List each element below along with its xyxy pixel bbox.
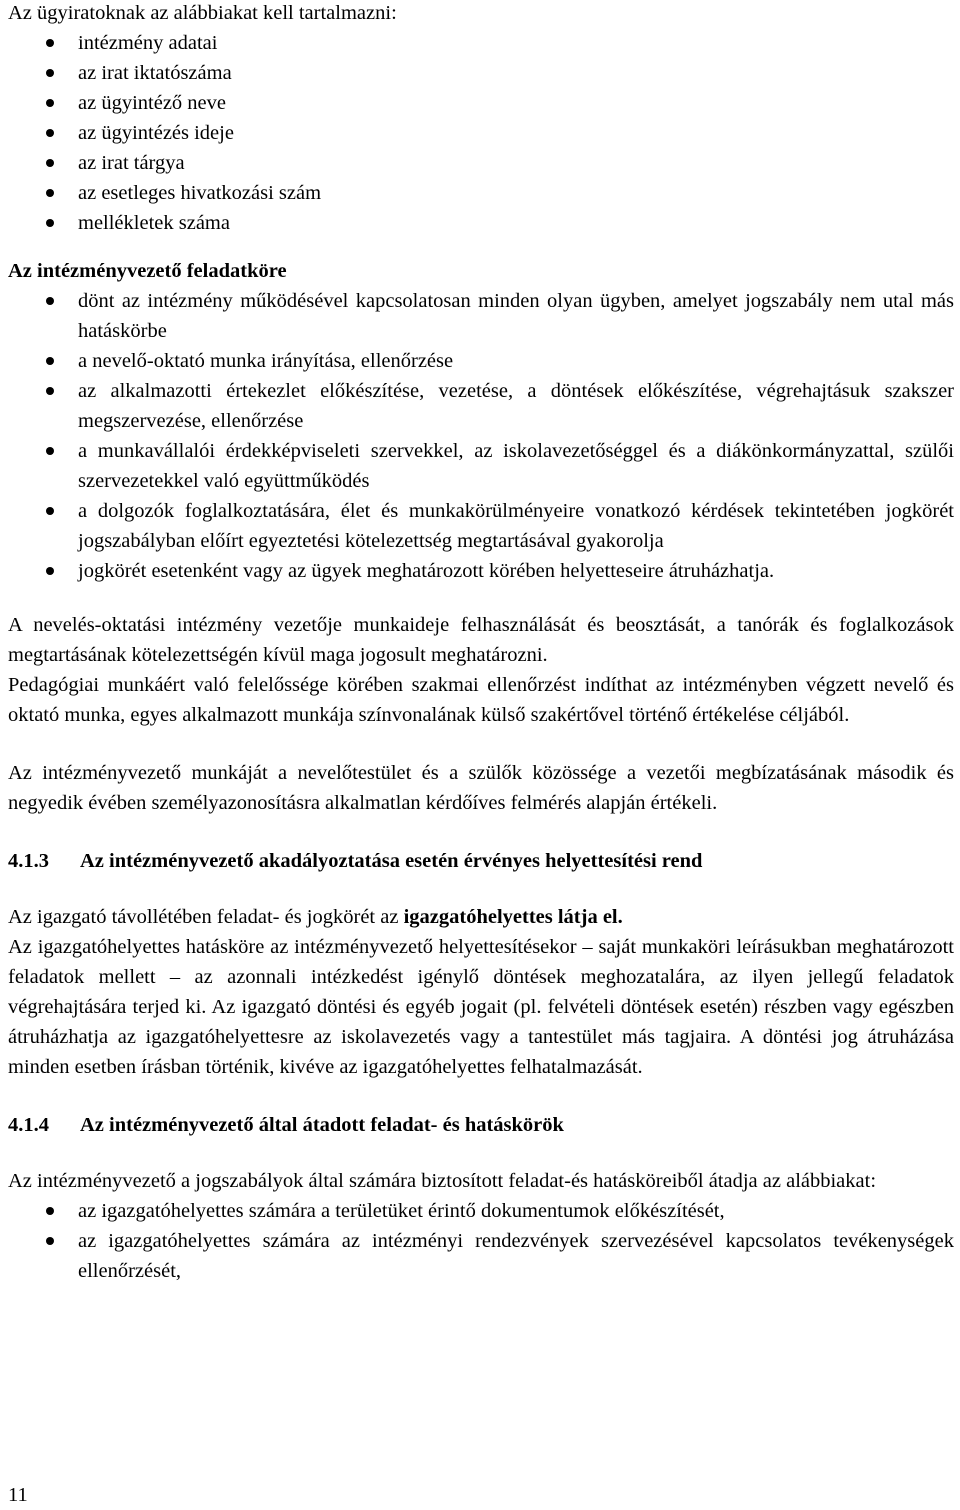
bullet-icon [46,297,54,305]
document-page [8,0,954,1286]
list-item: az ügyintéző neve [8,88,954,118]
list-item: az irat iktatószáma [8,58,954,88]
bullet-icon [46,69,54,77]
list-item: dönt az intézmény működésével kapcsolatosan minden olyan ügyben, amelyet jogszabály nem utal más hatáskörbe [8,286,954,346]
bullet-icon [46,129,54,137]
bullet-icon [46,39,54,47]
bullet-icon [46,357,54,365]
section-number: 4.1.3 [8,850,49,872]
section-title: Az intézményvezető által átadott feladat- és hatáskörök [80,1114,564,1136]
bullet-icon [46,99,54,107]
section-heading-414 [8,1110,954,1140]
section-heading-413 [8,846,954,876]
paragraph-atadja: Az intézményvezető a jogszabályok által számára biztosított feladat-és hatásköreiből átadja az alábbiakat: [8,1170,877,1192]
list-item: a nevelő-oktató munka irányítása, ellenőrzése [8,346,954,376]
list-item: a munkavállalói érdekképviseleti szervekkel, az iskolavezetőséggel és a diákönkormányzattal, szülői szervezetekkel való együttműködés [8,436,954,496]
list-item: az ügyintézés ideje [8,118,954,148]
bullet-icon [46,567,54,575]
paragraph-ellenorzes: Pedagógiai munkáért való felelőssége körében szakmai ellenőrzést indíthat az intézményben végzett nevelő és oktató munka, egyes alkalmazott munkája színvonalának külső szakértővel történő értékelése céljából. [8,674,954,726]
tavollet-bold: igazgatóhelyettes látja el. [403,906,623,928]
bullet-icon [46,1237,54,1245]
list-item: intézmény adatai [8,28,954,58]
section-title: Az intézményvezető akadályoztatása esetén érvényes helyettesítési rend [80,850,703,872]
list-item: a dolgozók foglalkoztatására, élet és munkakörülményeire vonatkozó kérdések tekintetében jogkörét jogszabályban előírt egyeztetési kötelezettség megtartásával gyakorolja [8,496,954,556]
list-item: az igazgatóhelyettes számára az intézményi rendezvények szervezésével kapcsolatos tevékenységek ellenőrzését, [8,1226,954,1286]
bullet-icon [46,219,54,227]
list-item: az igazgatóhelyettes számára a területüket érintő dokumentumok előkészítését, [8,1196,954,1226]
bullet-icon [46,507,54,515]
bullet-icon [46,159,54,167]
atadott-list [8,1196,954,1286]
intro-line: Az ügyiratoknak az alábbiakat kell tartalmazni: [8,2,397,24]
list-item: jogkörét esetenként vagy az ügyek meghatározott körében helyetteseire átruházhatja. [8,556,954,586]
feladatkor-title: Az intézményvezető feladatköre [8,260,287,282]
list-item: az esetleges hivatkozási szám [8,178,954,208]
list-item: mellékletek száma [8,208,954,238]
paragraph-munkaido: A nevelés-oktatási intézmény vezetője munkaideje felhasználását és beosztását, a tanórák és foglalkozások megtartásának kötelezettségén kívül maga jogosult meghatározni. [8,614,954,666]
list-item: az irat tárgya [8,148,954,178]
paragraph-hataskor: Az igazgatóhelyettes hatásköre az intézményvezető helyettesítésekor – saját munkaköri leírásukban meghatározott feladatok mellett – az azonnali intézkedést igénylő döntések meghozatalára, az ilyen jellegű feladatok végrehajtására terjed ki. Az igazgató döntési és egyéb jogait (pl. felvételi döntések esetén) részben vagy egészben átruházhatja az igazgatóhelyettesre az iskolavezetés vagy a tantestület más tagjaira. A döntési jog átruházása minden esetben írásban történik, kivéve az igazgatóhelyettes felhatalmazását. [8,936,954,1078]
paragraph-ertekeles: Az intézményvezető munkáját a nevelőtestület és a szülők közössége a vezetői megbízatásának második és negyedik évében személyazonosításra alkalmatlan kérdőíves felmérés alapján értékeli. [8,762,954,814]
bullet-icon [46,1207,54,1215]
page-number: 11 [8,1484,28,1506]
bullet-icon [46,387,54,395]
paragraph-tavollet: Az igazgató távollétében feladat- és jogkörét az igazgatóhelyettes látja el. [8,906,623,928]
section-number: 4.1.4 [8,1114,49,1136]
bullet-icon [46,189,54,197]
feladatkor-list [8,286,954,586]
bullet-icon [46,447,54,455]
list-item: az alkalmazotti értekezlet előkészítése, vezetése, a döntések előkészítése, végrehajtásuk szakszer megszervezése, ellenőrzése [8,376,954,436]
ugyirat-list [8,28,954,238]
